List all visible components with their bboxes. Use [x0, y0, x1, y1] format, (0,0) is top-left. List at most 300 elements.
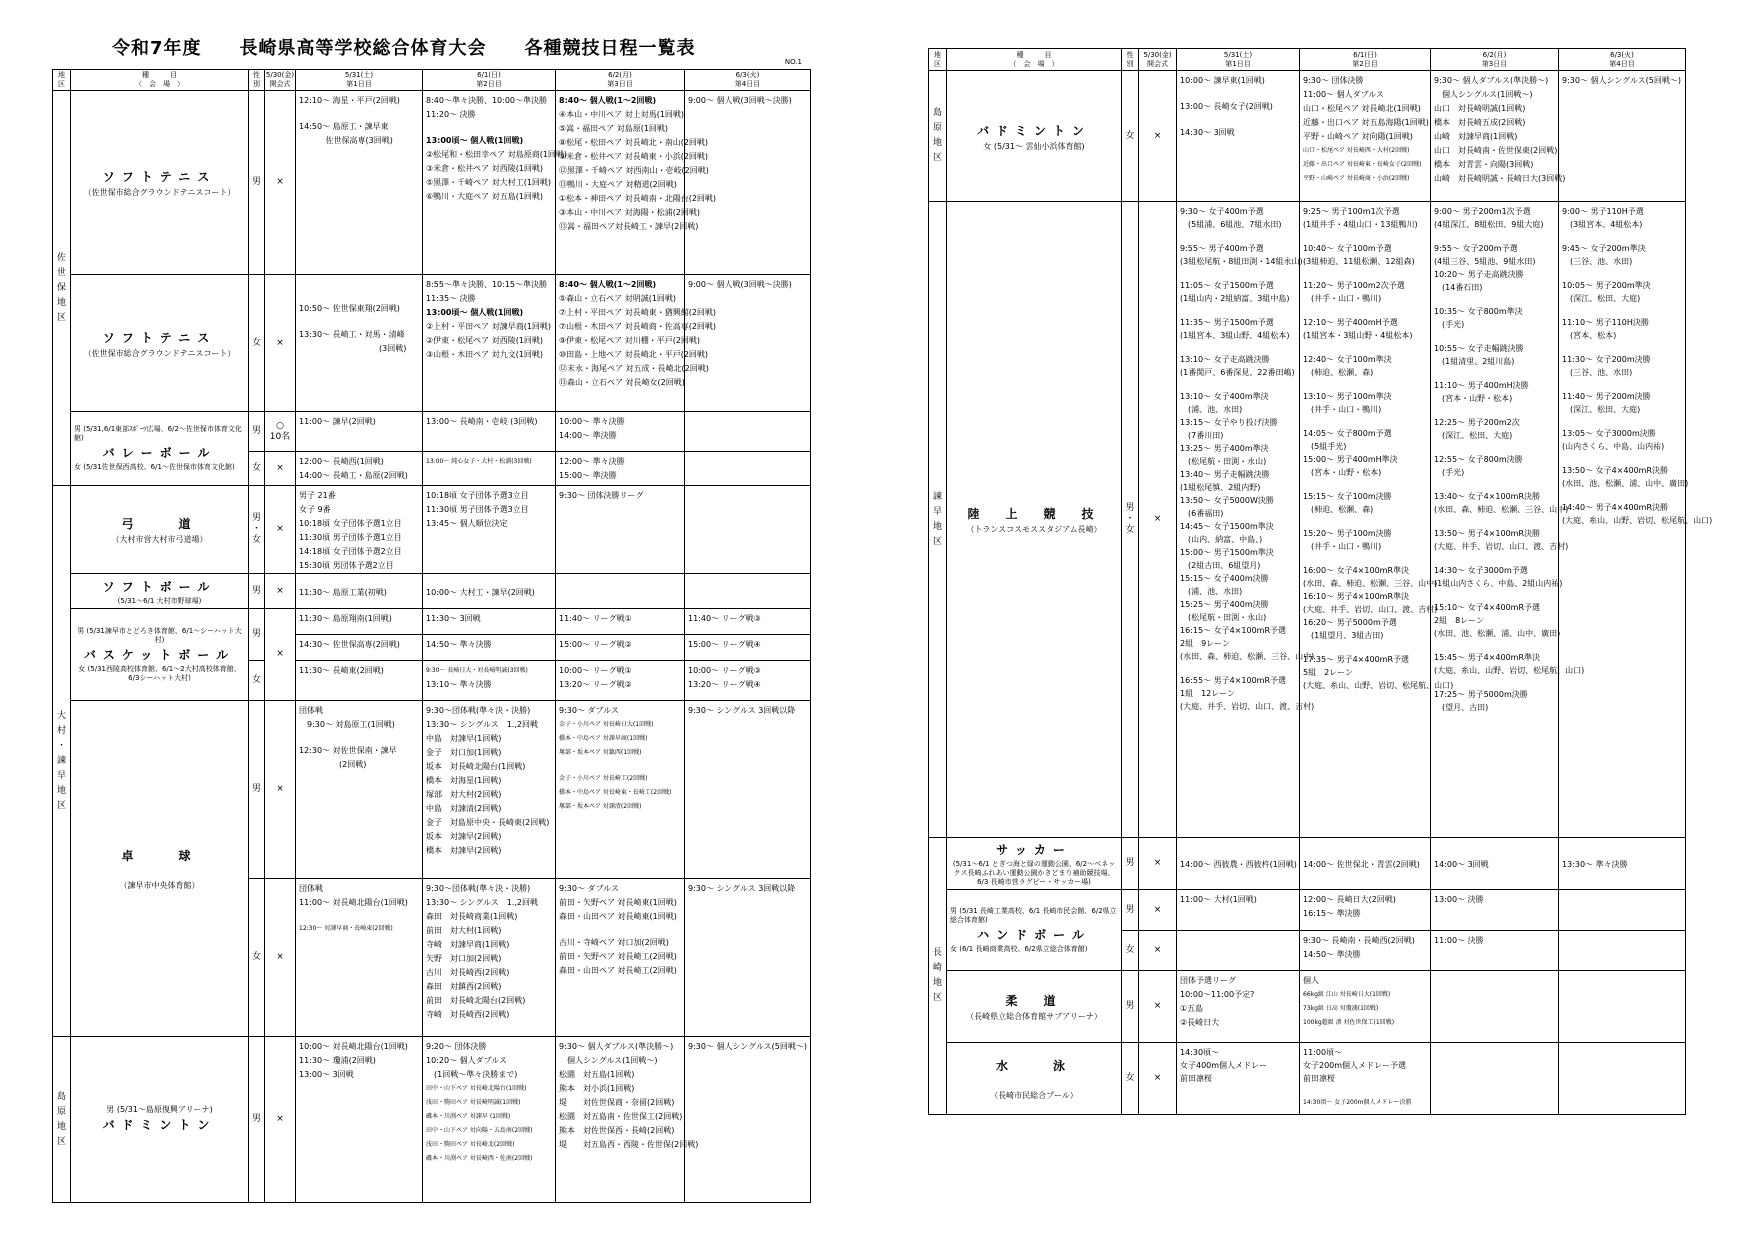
schedule-line: (水田、森、柿迫、松瀬、三谷、山中): [1434, 505, 1569, 514]
schedule-line: (1組山内・2組納富、3組中島): [1180, 294, 1290, 303]
schedule-line: (7番川田): [1180, 431, 1224, 440]
schedule-line: [1434, 553, 1556, 564]
schedule-line: [1303, 642, 1428, 653]
schedule-line: ⑫末永・海尾ペア 対五成・長崎北(2回戦): [559, 364, 709, 373]
schedule-line: [1180, 663, 1297, 674]
schedule-line: (井手・山口・鴨川): [1303, 405, 1382, 414]
schedule-line: [1434, 405, 1556, 416]
schedule-line: 9:45～ 女子200m準決: [1562, 244, 1646, 253]
day3-schedule: [556, 879, 685, 1037]
page-title: 令和7年度 長崎県高等学校総合体育大会 各種競技日程一覧表: [112, 38, 696, 59]
day2-schedule: [423, 486, 556, 574]
schedule-line: 13:30～ 準々決勝: [1562, 860, 1628, 869]
day2-schedule: [1300, 838, 1431, 890]
day4-schedule: 11:40～ リーグ戦③: [685, 609, 811, 635]
schedule-line: 橋本 対諫早(2回戦): [426, 846, 502, 855]
header-day1: 5/31(土) 第1日目: [296, 70, 423, 91]
schedule-line: ③米倉・松井ペア 対西陵(1回戦): [426, 164, 544, 173]
schedule-table-right: [928, 48, 1713, 1115]
schedule-line: 12:10～ 男子400mH予選: [1303, 318, 1398, 327]
schedule-line: 金子・小川ペア 対長崎工(2回戦): [559, 775, 648, 782]
header-day2: 6/1(日) 第2日目: [1300, 49, 1431, 71]
opening-cell: ×: [265, 879, 296, 1037]
schedule-line: [1434, 640, 1556, 651]
schedule-line: 9:30～ シングルス 3回戦以降: [688, 706, 796, 715]
schedule-line: [1303, 268, 1428, 279]
schedule-line: 13:10～ 女子走高跳決勝: [1180, 355, 1270, 364]
day4-schedule: [685, 574, 811, 609]
schedule-line: 13:00～ 長崎南・壱岐 (3回戦): [426, 417, 538, 426]
day3-schedule: [556, 486, 685, 574]
schedule-line: 12:40～ 女子100m準決: [1303, 355, 1392, 364]
schedule-line: (柿迫、松瀬、森): [1303, 505, 1374, 514]
day3-schedule: [1431, 931, 1559, 971]
opening-cell: ×: [265, 275, 296, 412]
day4-schedule: [685, 879, 811, 1037]
schedule-line: 橋本・中島ペア 対長崎東・長崎工(2回戦): [559, 789, 672, 796]
area-nagasaki: 長 崎 地 区: [929, 838, 947, 1115]
schedule-line: [1434, 331, 1556, 342]
schedule-line: 14:00～ 準決勝: [559, 431, 617, 440]
schedule-line: [1180, 379, 1297, 390]
schedule-line: 古川・寺崎ペア 対口加(2回戦): [559, 938, 669, 947]
schedule-line: 13:10～ 男子100m準決: [1303, 392, 1392, 401]
schedule-line: [1303, 342, 1428, 353]
schedule-line: 16:20～ 男子5000m予選: [1303, 618, 1397, 627]
schedule-line: 8:40～準々決勝、10:00～準決勝: [426, 96, 548, 105]
schedule-line: [1180, 88, 1297, 100]
header-event: 種 目 （ 会 場 ）: [947, 49, 1122, 71]
schedule-line: 山崎 対諫早商(1回戦): [1434, 132, 1518, 141]
schedule-line: 11:00～ 諫早(2回戦): [299, 417, 376, 426]
schedule-line: 11:05～ 女子1500m予選: [1180, 281, 1274, 290]
schedule-line: [688, 577, 808, 589]
sex-cell: 男 ・ 女: [1122, 202, 1139, 838]
schedule-line: 田中・山下ペア 対長崎北陽台(1回戦): [426, 1085, 527, 1092]
schedule-line: 13:05～ 女子3000m決勝: [1562, 429, 1656, 438]
schedule-line: 金子 対島原中央・長崎東(2回戦): [426, 818, 550, 827]
day4-schedule: [1559, 71, 1686, 202]
opening-cell: ×: [1139, 202, 1177, 838]
sex-cell: 男: [249, 701, 265, 879]
row-handball-men: [929, 890, 1686, 931]
schedule-line: (浦、池、水田): [1180, 405, 1243, 414]
schedule-line: 9:30～ 長崎南・長崎西(2回戦): [1303, 936, 1415, 945]
day4-schedule: [1559, 1043, 1686, 1115]
schedule-line: 12:00～ 長崎日大(2回戦): [1303, 895, 1396, 904]
schedule-line: [1434, 1046, 1556, 1058]
header-day2: 6/1(日) 第2日目: [423, 70, 556, 91]
day3-schedule: [556, 412, 685, 452]
schedule-line: 近藤・出口ペア 対長崎東・長崎女子(2回戦): [1303, 161, 1422, 168]
schedule-line: 9:30～ 対島原工(1回戦): [299, 720, 395, 729]
schedule-line: 9:25～ 男子100m1次予選: [1303, 207, 1400, 216]
day1-schedule: [1177, 838, 1300, 890]
day4-schedule: [685, 91, 811, 275]
schedule-line: 11:35～ 男子1500m予選: [1180, 318, 1274, 327]
schedule-line: 堤 対五島西・西陵・佐世保(2回戦): [559, 1140, 699, 1149]
schedule-line: 森田・山田ペア 対長崎工(2回戦): [559, 966, 677, 975]
day3-schedule: [556, 452, 685, 486]
event-softtennis-women: ソフトテニス （佐世保市総合グラウンドテニスコート）: [71, 275, 249, 412]
schedule-line: [1434, 294, 1556, 305]
schedule-line: ⑬鴨川・大庭ペア 対精道(2回戦): [559, 180, 677, 189]
schedule-line: ①松本・神田ペア 対長崎南・北陽台(2回戦): [559, 194, 717, 203]
schedule-line: 11:10～ 男子400mH決勝: [1434, 381, 1529, 390]
schedule-line: [1303, 379, 1428, 390]
schedule-line: (大庭、糸山、山野、岩切、松尾航、山口): [1303, 681, 1454, 690]
schedule-line: 山口・松尾ペア 対長崎北(1回戦): [1303, 104, 1421, 113]
sex-cell: 女: [249, 452, 265, 486]
schedule-line: 14:40～ 男子4×400mR決勝: [1562, 503, 1669, 512]
schedule-line: 10:00～11:00予定?: [1180, 990, 1255, 999]
schedule-line: [688, 489, 808, 501]
sex-cell: 女: [1122, 71, 1139, 202]
schedule-line: 66kg級 江山 対長崎日大(1回戦): [1303, 991, 1391, 998]
schedule-line: 坂本 対長崎北陽台(1回戦): [426, 762, 526, 771]
schedule-line: (1組宮本・3組山野・4組松本): [1303, 331, 1413, 340]
schedule-line: 9:30～ 個人シングルス(5回戦～): [688, 1042, 807, 1051]
sex-cell: 男 ・ 女: [249, 486, 265, 574]
schedule-line: 16:55～ 男子4×100mR予選: [1180, 676, 1287, 685]
schedule-line: 16:15～ 女子4×100mR予選: [1180, 626, 1287, 635]
schedule-line: 9:30～ 個人ダブルス(準決勝～): [559, 1042, 674, 1051]
schedule-line: (望月、古田): [1434, 703, 1489, 712]
schedule-line: [1562, 342, 1683, 353]
schedule-line: [1303, 416, 1428, 427]
schedule-line: 15:00～ 準決勝: [559, 471, 617, 480]
row-softtennis-men: [53, 91, 811, 275]
schedule-line: ⑤嵩・福田ペア 対島原(1回戦): [559, 124, 669, 133]
schedule-line: 団体戦: [299, 884, 323, 893]
schedule-line: 11:30～ 瓊浦(2回戦): [299, 1056, 376, 1065]
schedule-line: 橋本 対青雲・向陽(3回戦): [1434, 160, 1534, 169]
day2-schedule: 14:50～ 準々決勝: [423, 635, 556, 661]
schedule-line: 橋本 対長崎五成(2回戦): [1434, 118, 1526, 127]
day2-schedule: [423, 91, 568, 275]
schedule-line: 前田凛桜: [1303, 1074, 1335, 1083]
row-kyudo: [53, 486, 811, 574]
schedule-line: 2組 8レーン: [1434, 616, 1485, 625]
opening-cell: ×: [265, 1037, 296, 1203]
schedule-line: 14:30～ 女子3000m予選: [1434, 566, 1528, 575]
schedule-line: 金子 対口加(1回戦): [426, 748, 502, 757]
schedule-line: (山内さくら、中島、山内祐): [1562, 442, 1665, 451]
day2-schedule: [1300, 1043, 1431, 1115]
schedule-line: 11:10～ 男子110H決勝: [1562, 318, 1649, 327]
schedule-line: 14:30頃～ 女子200m個人メドレー決勝: [1303, 1099, 1412, 1106]
schedule-line: [688, 455, 808, 467]
schedule-line: 前田・矢野ペア 対長崎東(1回戦): [559, 898, 677, 907]
schedule-line: ②伊東・松尾ペア 対西陵(1回戦): [426, 336, 544, 345]
day4-schedule: [1559, 890, 1686, 931]
header-area: 地 区: [929, 49, 947, 71]
day1-schedule: [296, 661, 423, 701]
schedule-line: 11:30頃 男子団体予選3立目: [426, 505, 529, 514]
schedule-line: (5組手光): [1303, 442, 1347, 451]
schedule-line: (手光): [1434, 320, 1465, 329]
event-badminton-women: バドミントン 女 (5/31～ 雲仙小浜体育館): [947, 71, 1122, 202]
header-sex: 性 別: [1122, 49, 1139, 71]
schedule-line: ①五島: [1180, 1004, 1204, 1013]
day1-schedule: 11:30～ 島原翔南(1回戦): [296, 609, 423, 635]
schedule-line: 9:30～団体戦(準々決・決勝): [426, 884, 531, 893]
event-volleyball: 男 (5/31,6/1東部ｽﾎﾟｰﾂ広場、6/2～佐世保市体育文化館) バレーボール 女 (5/31佐世保西高校、6/1～佐世保市体育文化館): [71, 412, 249, 486]
sex-cell: 男: [1122, 890, 1139, 931]
schedule-line: [559, 924, 682, 936]
schedule-line: 熊本 対佐世保西・長崎(2回戦): [559, 1126, 675, 1135]
schedule-line: 11:30～ 長崎東(2回戦): [299, 666, 384, 675]
schedule-line: 14:30頃～: [1180, 1048, 1220, 1057]
day3-schedule: [556, 1037, 699, 1203]
schedule-line: [1434, 590, 1556, 601]
schedule-line: 団体戦: [299, 706, 323, 715]
day2-schedule: [423, 574, 556, 609]
schedule-line: 9:00～ 個人戦(3回戦～決勝): [688, 280, 792, 289]
schedule-line: 12:30～ 対佐世保南・諫早: [299, 746, 397, 755]
schedule-line: 女子200m個人メドレー予選: [1303, 1061, 1407, 1070]
schedule-line: [1180, 114, 1297, 126]
day4-schedule: [685, 486, 811, 574]
schedule-line: 女子400m個人メドレー: [1180, 1061, 1268, 1070]
schedule-line: 15:25～ 男子400m決勝: [1180, 600, 1269, 609]
opening-cell: ×: [265, 486, 296, 574]
schedule-line: (大庭、糸山、山野、岩切、松尾航、山口): [1562, 516, 1713, 525]
schedule-line: (水田、森、柿迫、松瀬、三谷、山中): [1303, 579, 1438, 588]
schedule-line: ⑫黒澤・千崎ペア 対西南山・壱岐(2回戦): [559, 166, 709, 175]
schedule-line: 10:00～ 準々決勝: [559, 417, 625, 426]
schedule-line: 13:00頃～ 個人戦(1回戦): [426, 136, 524, 145]
day1-schedule: [1177, 202, 1315, 838]
schedule-line: 13:00～ 純心女子・大村・松浦(3回戦): [426, 458, 532, 465]
schedule-line: 10:35～ 女子800m準決: [1434, 307, 1523, 316]
schedule-line: 11:20～ 男子100m2次予選: [1303, 281, 1405, 290]
schedule-line: (2回戦): [299, 760, 367, 769]
schedule-line: [1180, 231, 1297, 242]
schedule-line: 8:55～準々決勝、10:15～準決勝: [426, 280, 548, 289]
schedule-line: 平野・山崎ペア 対向陽(1回戦): [1303, 132, 1413, 141]
opening-cell: ×: [1139, 931, 1177, 971]
day3-schedule: [1431, 71, 1566, 202]
sex-cell: 男: [249, 1037, 265, 1203]
schedule-line: [1303, 231, 1428, 242]
schedule-line: ⑤黒澤・千崎ペア 対大村工(1回戦): [426, 178, 552, 187]
schedule-line: 13:00頃～ 個人戦(1回戦): [426, 308, 524, 317]
day3-schedule: [556, 91, 717, 275]
schedule-line: (水田、池、松瀬、浦、山中、廣田): [1434, 629, 1561, 638]
event-judo: 柔 道 （長崎県立総合体育館サブアリーナ）: [947, 971, 1122, 1043]
schedule-line: [1434, 974, 1556, 986]
day4-schedule: 15:00～ リーグ戦④: [685, 635, 811, 661]
schedule-line: (井手・山口・鴨川): [1303, 294, 1382, 303]
day3-schedule: 15:00～ リーグ戦②: [556, 635, 685, 661]
schedule-line: 14:00～ 佐世保北・青雲(2回戦): [1303, 860, 1420, 869]
schedule-line: 9:00～ 個人戦(3回戦～決勝): [688, 96, 792, 105]
sex-cell: 男: [249, 412, 265, 452]
header-day4: 6/3(火) 第4日目: [685, 70, 811, 91]
day4-schedule: [1559, 838, 1686, 890]
schedule-line: 個人シングルス(1回戦～): [1434, 90, 1533, 99]
day3-schedule: [1431, 890, 1559, 931]
day3-schedule: [1431, 202, 1585, 838]
day3-schedule: [556, 701, 685, 879]
schedule-line: 9:00～ 男子110H予選: [1562, 207, 1644, 216]
day1-schedule: [296, 701, 423, 879]
schedule-line: 10:20～ 男子走高跳決勝: [1434, 270, 1524, 279]
schedule-line: 13:40～ 女子4×100mR決勝: [1434, 492, 1541, 501]
schedule-line: 9:55～ 男子400m予選: [1180, 244, 1264, 253]
schedule-line: 13:00～ 3回戦: [299, 1070, 354, 1079]
opening-cell: ×: [1139, 890, 1177, 931]
schedule-line: [299, 910, 420, 922]
schedule-line: 9:00～ 男子200m1次予選: [1434, 207, 1531, 216]
opening-cell: ×: [1139, 71, 1177, 202]
sex-cell: 女: [249, 661, 265, 701]
schedule-line: ⑦山根・木田ペア 対長崎商・佐高専(2回戦): [559, 322, 717, 331]
schedule-line: 13:20～ リーグ戦②: [559, 680, 632, 689]
schedule-line: 中島 対諫早(1回戦): [426, 734, 502, 743]
day1-schedule: [296, 486, 423, 574]
schedule-line: 磯本・川渕ペア 対長崎西・佐南(2回戦): [426, 1155, 533, 1162]
schedule-line: [299, 732, 420, 744]
sex-cell: 男: [249, 609, 265, 661]
schedule-line: 10:05～ 男子200m準決: [1562, 281, 1651, 290]
opening-cell: ×: [265, 452, 296, 486]
row-swimming: [929, 1043, 1686, 1115]
schedule-line: 16:10～ 男子4×100mR準決: [1303, 592, 1410, 601]
schedule-line: 9:30～ 個人シングルス(5回戦～): [1562, 76, 1681, 85]
schedule-line: 14:50～ 島原工・諫早東: [299, 122, 389, 131]
schedule-line: 11:00～ 対長崎北陽台(1回戦): [299, 898, 408, 907]
schedule-line: 13:50～ 女子4×400mR決勝: [1562, 466, 1669, 475]
day3-schedule: 11:40～ リーグ戦①: [556, 609, 685, 635]
schedule-line: (5組浦、6組池、7組水田): [1180, 220, 1282, 229]
event-basketball: 男 (5/31諫早市とどろき体育館、6/1～シーハット大村) バスケットボール 女 (5/31西陵高校体育館、6/1～2大村高校体育館、6/3シーハット大村): [71, 609, 249, 701]
day1-schedule: [296, 574, 423, 609]
schedule-line: 団体予選リーグ: [1180, 976, 1236, 985]
day4-schedule: [685, 412, 811, 452]
schedule-line: [1562, 416, 1683, 427]
schedule-line: ⑦上村・平田ペア 対長崎東・猶興館(2回戦): [559, 308, 717, 317]
schedule-line: 15:00～ 男子400mH準決: [1303, 455, 1398, 464]
schedule-line: (3組宮本、4組松本): [1562, 220, 1643, 229]
sex-cell: 女: [1122, 931, 1139, 971]
schedule-line: [299, 278, 420, 290]
header-opening: 5/30(金) 開会式: [265, 70, 296, 91]
schedule-line: 10:00～ 大村工・諫早(2回戦): [426, 587, 535, 597]
schedule-line: 9:30～ 団体決勝: [1303, 76, 1364, 85]
schedule-line: 15:30頃 男団体予選2立目: [299, 561, 394, 570]
day2-schedule: [1300, 71, 1431, 202]
schedule-line: [1180, 305, 1297, 316]
schedule-line: [688, 415, 808, 427]
schedule-line: [299, 108, 420, 120]
schedule-line: (4組深江、8組松田、9組大庭): [1434, 220, 1544, 229]
schedule-line: [1562, 893, 1683, 905]
event-softtennis-men: ソフトテニス （佐世保市総合グラウンドテニスコート）: [71, 91, 249, 275]
schedule-line: 前田・矢野ペア 対長崎工(2回戦): [559, 952, 677, 961]
schedule-line: (1組望月、3組古田): [1303, 631, 1384, 640]
schedule-line: 森田 対鎮西(2回戦): [426, 982, 502, 991]
day2-schedule: [423, 452, 556, 486]
schedule-line: 16:15～ 準決勝: [1303, 909, 1361, 918]
schedule-line: ⑬嵩・福田ペア対長崎工・諫早(2回戦): [559, 222, 699, 231]
schedule-line: 13:45～ 個人順位決定: [426, 519, 508, 528]
schedule-line: (深江、松田、大庭): [1562, 294, 1641, 303]
schedule-line: (井手・山口・鴨川): [1303, 542, 1382, 551]
schedule-line: 個人シングルス(1回戦～): [559, 1056, 658, 1065]
schedule-line: 11:30～ 島原工業(初戦): [299, 587, 387, 597]
schedule-line: 14:05～ 女子800m予選: [1303, 429, 1392, 438]
schedule-line: 山口・松尾ペア 対長崎西・大村(2回戦): [1303, 147, 1410, 154]
schedule-line: 11:00～ 大村(1回戦): [1180, 895, 1257, 904]
day3-schedule: [556, 275, 717, 412]
day1-schedule: [296, 275, 423, 412]
day4-schedule: [1559, 931, 1686, 971]
schedule-line: (1組松尾慎、2組内野): [1180, 483, 1261, 492]
schedule-line: [1434, 442, 1556, 453]
schedule-line: 寺崎 対諫早商(1回戦): [426, 940, 510, 949]
sex-cell: 女: [249, 275, 265, 412]
schedule-line: [1434, 231, 1556, 242]
schedule-line: 13:30～ 長崎工・対馬・清峰: [299, 330, 405, 339]
day3-schedule: [1431, 1043, 1559, 1115]
schedule-line: 個人: [1303, 976, 1319, 985]
day1-schedule: [1177, 931, 1300, 971]
schedule-line: (水田、池、松瀬、浦、山中、廣田): [1562, 479, 1689, 488]
schedule-line: (1組宮本、3組山野、4組松本): [1180, 331, 1290, 340]
schedule-line: 13:10～ 女子400m準決: [1180, 392, 1269, 401]
schedule-line: 矢野 対口加(2回戦): [426, 954, 502, 963]
schedule-line: 13:30～ シングルス 1.,2回戦: [426, 898, 539, 907]
schedule-line: 15:00～ 男子1500m準決: [1180, 548, 1274, 557]
schedule-line: 男子 21番: [299, 491, 336, 500]
schedule-line: 前田凛桜: [1180, 1074, 1212, 1083]
schedule-line: 9:30～ ダブルス: [559, 706, 619, 715]
header-day4: 6/3(火) 第4日目: [1559, 49, 1686, 71]
schedule-line: 9:30～ シングルス 3回戦以降: [688, 884, 796, 893]
schedule-line: [1180, 268, 1297, 279]
schedule-line: 中島 対諫清(2回戦): [426, 804, 502, 813]
header-opening: 5/30(金) 開会式: [1139, 49, 1177, 71]
schedule-line: 10:40～ 女子100m予選: [1303, 244, 1392, 253]
schedule-line: [1434, 479, 1556, 490]
row-athletics: [929, 202, 1686, 838]
schedule-line: [1434, 368, 1556, 379]
opening-cell: ×: [1139, 971, 1177, 1043]
schedule-line: 田中・山下ペア 対向陽・五島南(2回戦): [426, 1127, 533, 1134]
schedule-line: ⑤森山・立石ペア 対明誠(1回戦): [559, 294, 677, 303]
schedule-line: (1組井手・4組山口・13組鴨川): [1303, 220, 1418, 229]
schedule-line: (1組清里、2組川島): [1434, 357, 1515, 366]
schedule-line: 山崎 対長崎明誠・長崎日大(3回戦): [1434, 174, 1566, 183]
schedule-line: 堤 対佐世保商・奈留(2回戦): [559, 1098, 675, 1107]
schedule-line: [1562, 453, 1683, 464]
schedule-line: (宮本・山野・松本): [1303, 468, 1382, 477]
schedule-line: 13:50～ 男子4×100mR決勝: [1434, 529, 1541, 538]
schedule-line: 10:20～ 個人ダブルス: [426, 1056, 508, 1065]
schedule-line: (4組三谷、5組池、9組水田): [1434, 257, 1536, 266]
schedule-line: 12:55～ 女子800m決勝: [1434, 455, 1523, 464]
schedule-line: 塚部・坂本ペア 対諫清(2回戦): [559, 803, 642, 810]
row-tabletennis-men: [53, 701, 811, 879]
schedule-line: 女子 9番: [299, 505, 331, 514]
schedule-line: (6番福田): [1180, 509, 1224, 518]
schedule-line: [1562, 231, 1683, 242]
schedule-line: 森田 対長崎商業(1回戦): [426, 912, 518, 921]
schedule-line: 寺崎 対長崎西(2回戦): [426, 1010, 510, 1019]
schedule-line: ②上村・平田ペア 対諫早商(1回戦): [426, 322, 552, 331]
